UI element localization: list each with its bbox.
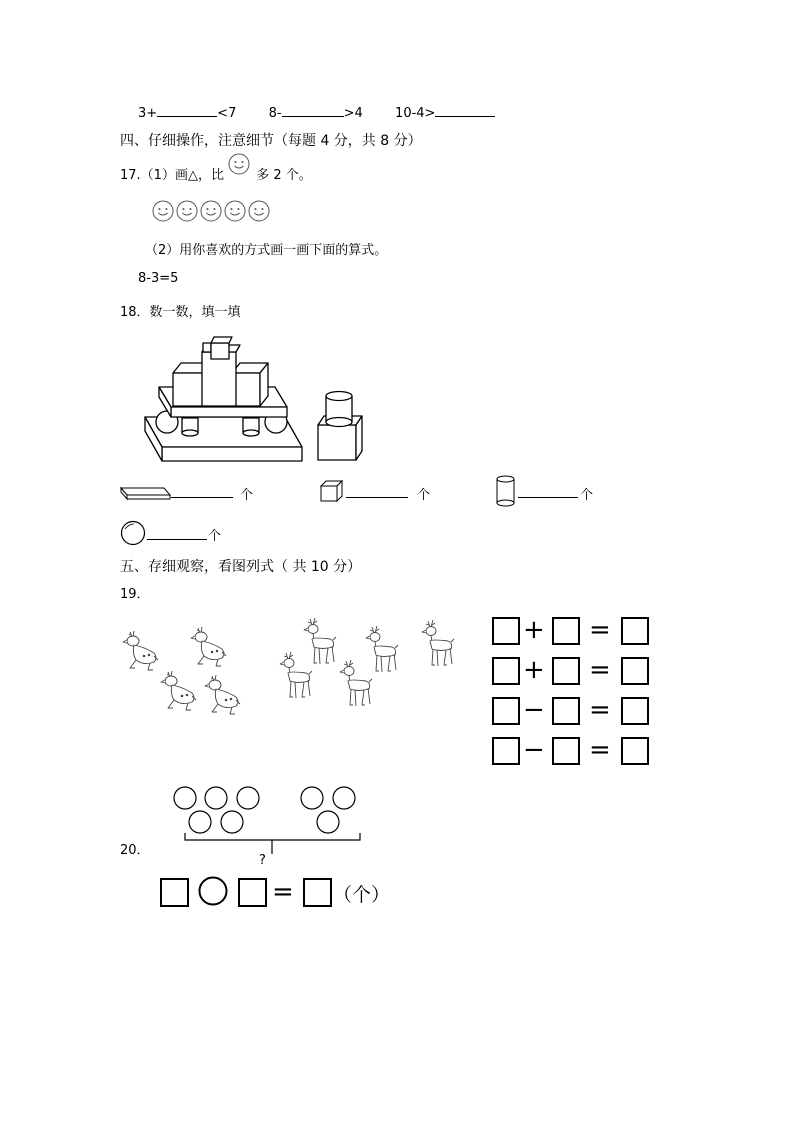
block-building-figure bbox=[140, 330, 390, 470]
smiley-icon bbox=[224, 200, 246, 222]
q20-answer-box-3[interactable] bbox=[303, 878, 332, 907]
expr-b-suffix: >4 bbox=[343, 106, 363, 121]
q20-answer-box-1[interactable] bbox=[160, 878, 189, 907]
q19-box-first[interactable] bbox=[492, 697, 520, 725]
q20-left-circle bbox=[173, 786, 197, 810]
section4-title: 四、仔细操作，注意细节（每题 4 分，共 8 分） bbox=[120, 133, 422, 149]
q19-box-second[interactable] bbox=[552, 697, 580, 725]
sitting-deer-icon bbox=[120, 628, 160, 672]
expr-a-suffix: <7 bbox=[217, 106, 237, 121]
q20-right-circle bbox=[300, 786, 324, 810]
q18-title: 18．数一数，填一填 bbox=[120, 305, 241, 320]
smiley-icon bbox=[200, 200, 222, 222]
q19-operator: − bbox=[523, 695, 545, 725]
q19-box-first[interactable] bbox=[492, 657, 520, 685]
smiley-row bbox=[152, 200, 282, 224]
q20-circle-groups bbox=[170, 782, 360, 838]
q19-box-second[interactable] bbox=[552, 737, 580, 765]
q20-answer-box-2[interactable] bbox=[238, 878, 267, 907]
plank-blank[interactable] bbox=[171, 485, 233, 498]
blank-c[interactable] bbox=[435, 104, 495, 117]
smiley-icon bbox=[248, 200, 270, 222]
sitting-deer-group bbox=[120, 620, 240, 720]
q20-operator-circle[interactable] bbox=[198, 876, 228, 906]
q20-right-circle bbox=[332, 786, 356, 810]
ball-blank[interactable] bbox=[147, 527, 207, 540]
q19-operator: − bbox=[523, 735, 545, 765]
q20-left-circle bbox=[204, 786, 228, 810]
blank-a[interactable] bbox=[157, 104, 217, 117]
sitting-deer-icon bbox=[202, 672, 242, 716]
q19-number: 19． bbox=[120, 587, 150, 602]
q20-right-circle bbox=[316, 810, 340, 834]
smiley-icon bbox=[176, 200, 198, 222]
standing-deer-icon bbox=[338, 659, 374, 711]
sitting-deer-icon bbox=[158, 668, 198, 712]
q19-box-result[interactable] bbox=[621, 697, 649, 725]
q20-left-circle bbox=[236, 786, 260, 810]
q17-part1-text-b: 多 2 个。 bbox=[256, 168, 312, 183]
blank-b[interactable] bbox=[282, 104, 344, 117]
q19-equals-sign: = bbox=[589, 695, 611, 725]
q19-equals-sign: = bbox=[589, 735, 611, 765]
standing-deer-icon bbox=[278, 651, 314, 703]
plank-icon bbox=[120, 485, 170, 501]
q20-brace bbox=[184, 832, 364, 860]
ball-unit: 个 bbox=[208, 529, 222, 544]
fill-in-line bbox=[138, 104, 495, 121]
q17-part2: （2）用你喜欢的方式画一画下面的算式。 bbox=[145, 243, 388, 258]
q20-left-circle bbox=[220, 810, 244, 834]
expr-b-prefix: 8- bbox=[268, 106, 282, 121]
q19-box-result[interactable] bbox=[621, 617, 649, 645]
cylinder-unit: 个 bbox=[580, 488, 594, 503]
q19-box-second[interactable] bbox=[552, 657, 580, 685]
standing-deer-icon bbox=[420, 619, 456, 671]
q19-box-result[interactable] bbox=[621, 737, 649, 765]
q19-box-first[interactable] bbox=[492, 617, 520, 645]
cube-icon bbox=[320, 480, 344, 502]
q20-unit: （个） bbox=[333, 884, 391, 906]
q20-equals-sign: = bbox=[272, 877, 294, 907]
cube-unit: 个 bbox=[417, 488, 431, 503]
ball-icon bbox=[120, 520, 146, 546]
q19-operator: + bbox=[523, 615, 545, 645]
q19-box-first[interactable] bbox=[492, 737, 520, 765]
expr-c-prefix: 10-4> bbox=[395, 106, 436, 121]
q19-box-second[interactable] bbox=[552, 617, 580, 645]
smiley-icon bbox=[228, 165, 252, 179]
q17-part1-text-a: 17.（1）画△，比 bbox=[120, 168, 224, 183]
q20-question-mark: ? bbox=[259, 853, 266, 868]
q17-equation: 8-3=5 bbox=[138, 271, 179, 286]
cylinder-icon bbox=[496, 475, 516, 507]
q19-equals-sign: = bbox=[589, 655, 611, 685]
q19-operator: + bbox=[523, 655, 545, 685]
smiley-icon bbox=[152, 200, 174, 222]
q20-left-circle bbox=[188, 810, 212, 834]
expr-a-prefix: 3+ bbox=[138, 106, 158, 121]
q19-equals-sign: = bbox=[589, 615, 611, 645]
q19-equation-grid bbox=[490, 615, 655, 770]
cylinder-blank[interactable] bbox=[518, 485, 578, 498]
standing-deer-group bbox=[274, 615, 464, 720]
q17-part1 bbox=[120, 164, 312, 183]
plank-unit: 个 bbox=[240, 488, 254, 503]
sitting-deer-icon bbox=[188, 624, 228, 668]
q20-number: 20． bbox=[120, 843, 150, 858]
q19-box-result[interactable] bbox=[621, 657, 649, 685]
section5-title: 五、存细观察，看图列式（ 共 10 分） bbox=[120, 559, 362, 575]
cube-blank[interactable] bbox=[346, 485, 408, 498]
